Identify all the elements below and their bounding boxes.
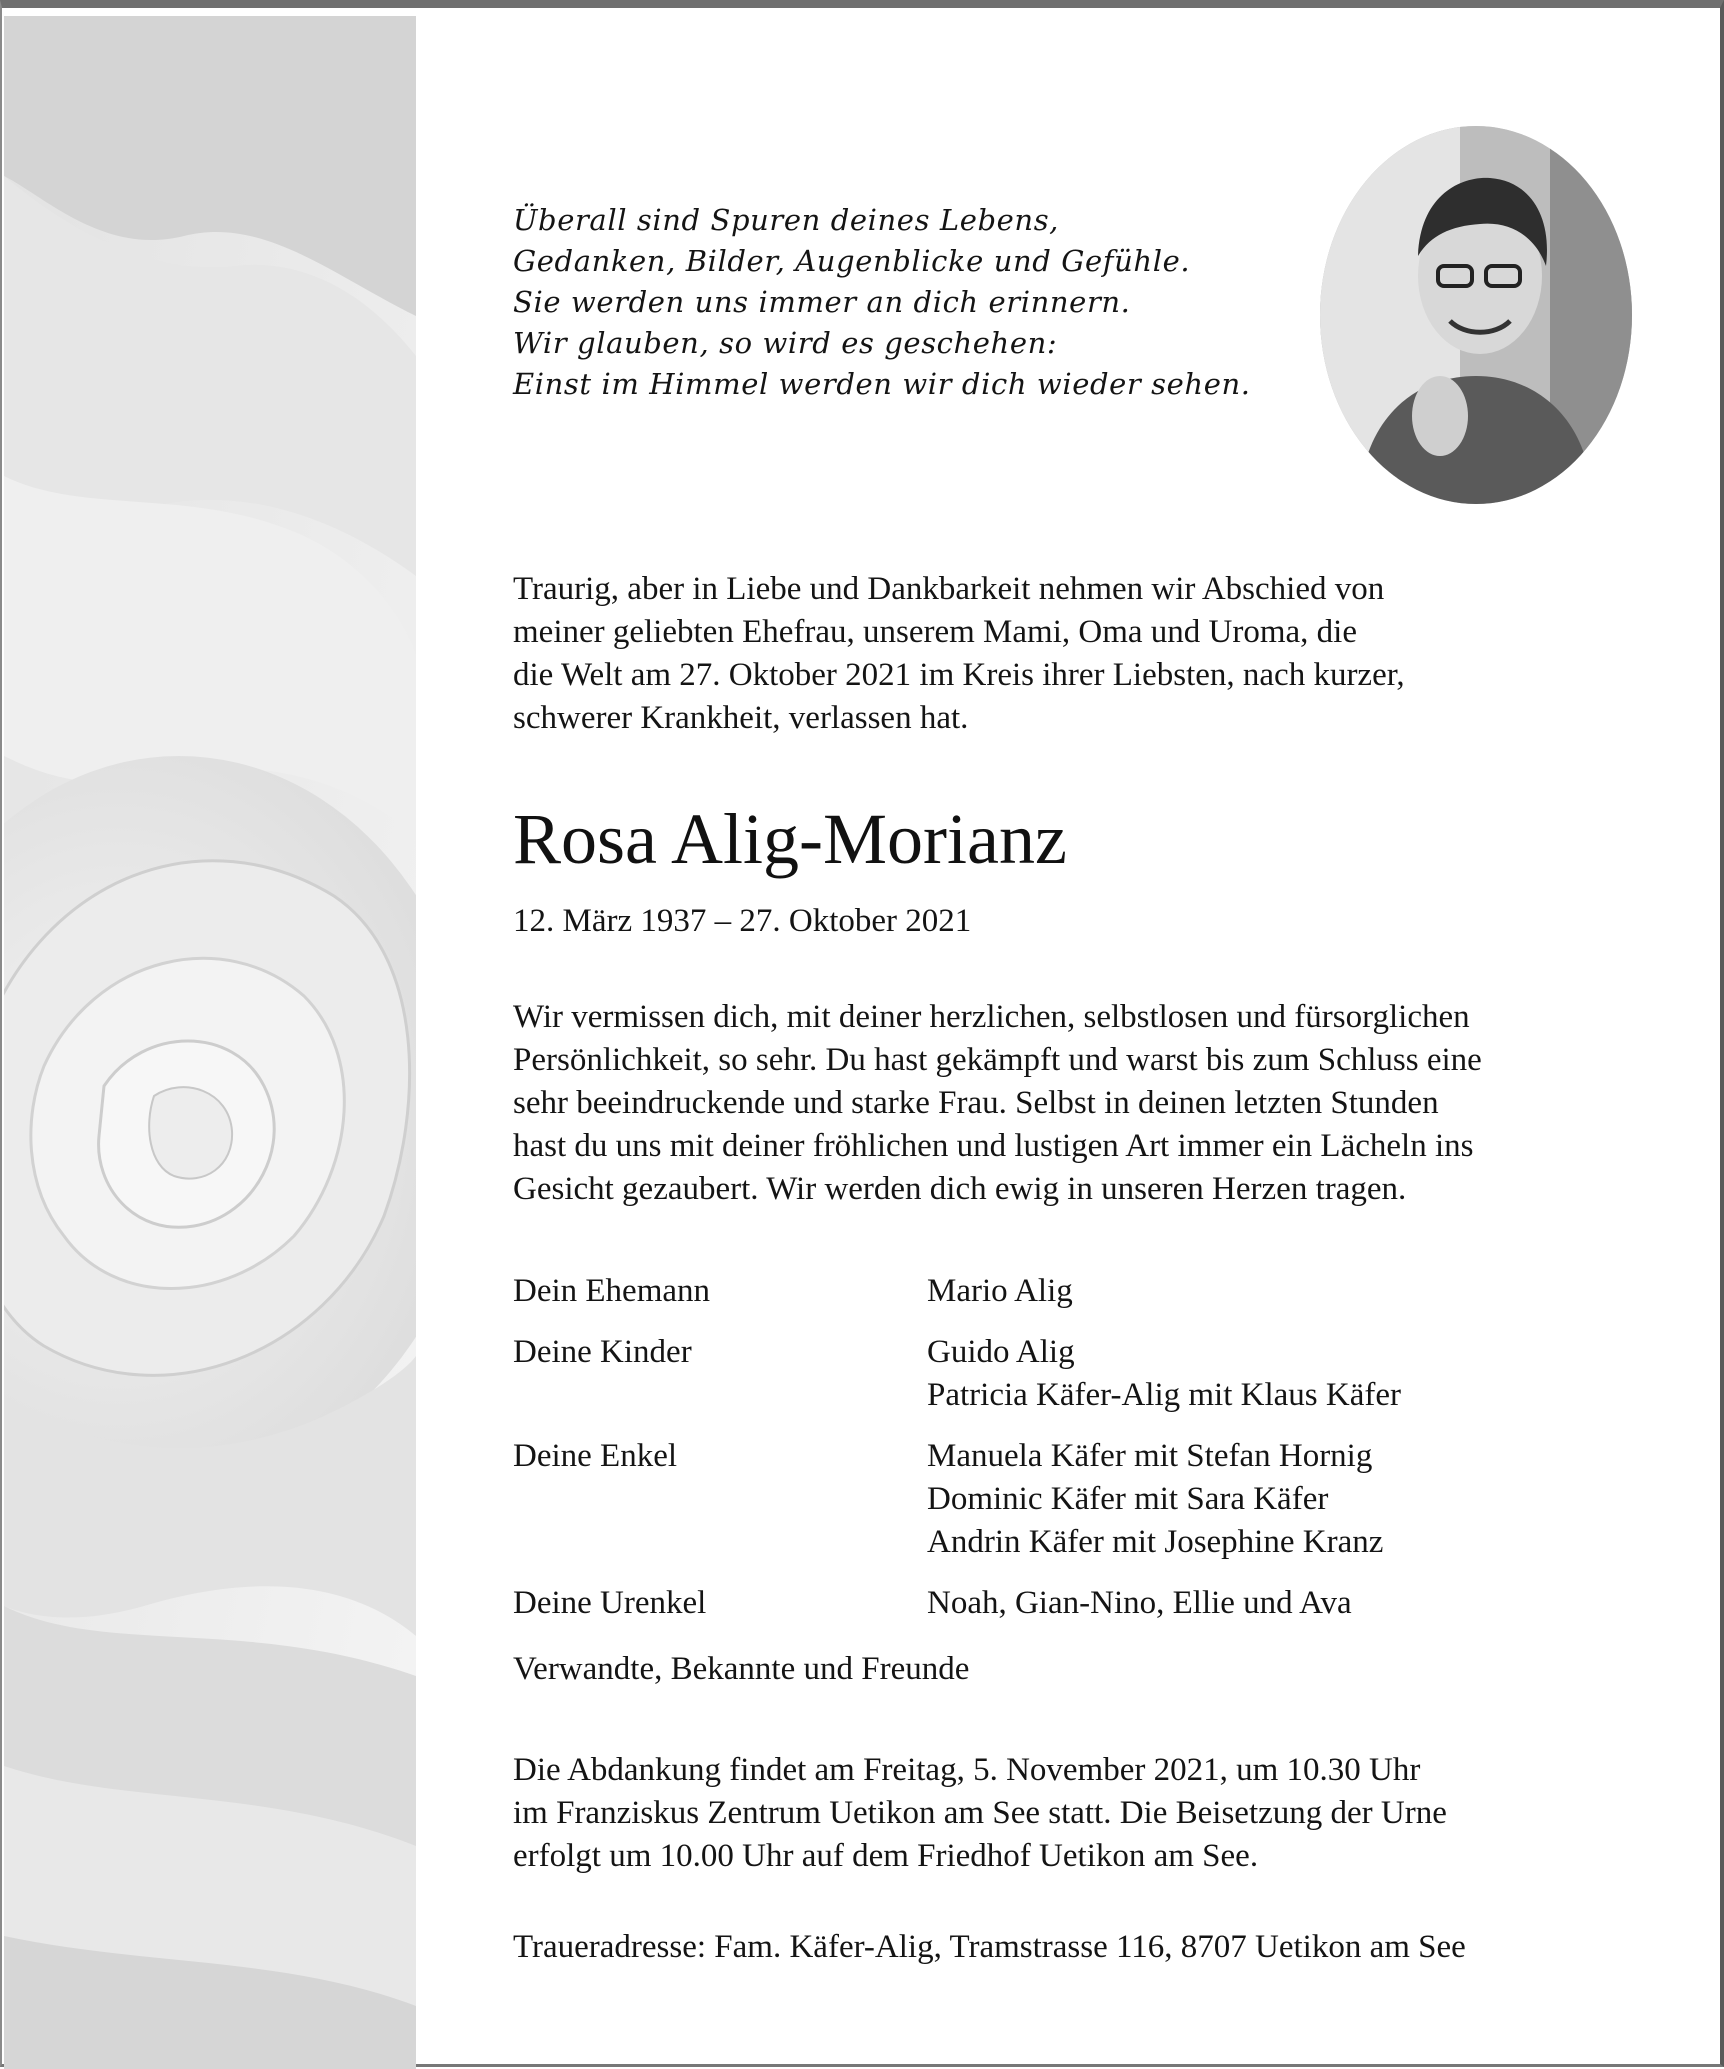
- intro-paragraph: [513, 568, 1673, 740]
- tribute-paragraph: [513, 996, 1673, 1211]
- poem-line: Einst im Himmel werden wir dich wieder sehen.: [513, 367, 1251, 401]
- ceremony-line: erfolgt um 10.00 Uhr auf dem Friedhof Uetikon am See.: [513, 1838, 1259, 1874]
- family-names: [927, 1331, 1401, 1417]
- family-label: Dein Ehemann: [513, 1273, 711, 1309]
- ceremony-paragraph: [513, 1749, 1673, 1878]
- poem-line: Wir glauben, so wird es geschehen:: [513, 326, 1058, 360]
- intro-line: schwerer Krankheit, verlassen hat.: [513, 700, 969, 736]
- poem-line: Überall sind Spuren deines Lebens,: [513, 203, 1059, 237]
- family-group-grandchildren: [513, 1435, 1401, 1564]
- ceremony-line: Die Abdankung findet am Freitag, 5. November 2021, um 10.30 Uhr: [513, 1752, 1421, 1788]
- family-names: [927, 1270, 1073, 1313]
- family-group-husband: [513, 1270, 1401, 1313]
- portrait-photo: [1320, 126, 1632, 504]
- poem-line: Sie werden uns immer an dich erinnern.: [513, 285, 1131, 319]
- mourning-address: Traueradresse: Fam. Käfer-Alig, Tramstrasse 116, 8707 Uetikon am See: [513, 1929, 1466, 1965]
- family-list: [513, 1270, 1401, 1643]
- tribute-line: hast du uns mit deiner fröhlichen und lustigen Art immer ein Lächeln ins: [513, 1128, 1474, 1164]
- family-member: Andrin Käfer mit Josephine Kranz: [927, 1524, 1384, 1560]
- intro-line: Traurig, aber in Liebe und Dankbarkeit nehmen wir Abschied von: [513, 571, 1385, 607]
- family-member: Noah, Gian-Nino, Ellie und Ava: [927, 1585, 1352, 1621]
- ceremony-line: im Franziskus Zentrum Uetikon am See statt. Die Beisetzung der Urne: [513, 1795, 1447, 1831]
- family-member: Mario Alig: [927, 1273, 1073, 1309]
- intro-line: die Welt am 27. Oktober 2021 im Kreis ihrer Liebsten, nach kurzer,: [513, 657, 1405, 693]
- life-dates: 12. März 1937 – 27. Oktober 2021: [513, 903, 972, 939]
- family-names: [927, 1435, 1383, 1564]
- family-member: Patricia Käfer-Alig mit Klaus Käfer: [927, 1377, 1401, 1413]
- tribute-line: Wir vermissen dich, mit deiner herzlichen, selbstlosen und fürsorglichen: [513, 999, 1470, 1035]
- white-rose-image: [4, 16, 416, 2069]
- poem-verse: [513, 200, 1273, 405]
- poem-line: Gedanken, Bilder, Augenblicke und Gefühle.: [513, 244, 1191, 278]
- family-label: Deine Enkel: [513, 1438, 678, 1474]
- family-group-children: [513, 1331, 1401, 1417]
- tribute-line: Persönlichkeit, so sehr. Du hast gekämpft und warst bis zum Schluss eine: [513, 1042, 1482, 1078]
- relatives-line: Verwandte, Bekannte und Freunde: [513, 1651, 970, 1687]
- family-label: Deine Urenkel: [513, 1585, 707, 1621]
- intro-line: meiner geliebten Ehefrau, unserem Mami, Oma und Uroma, die: [513, 614, 1357, 650]
- family-group-great-grandchildren: [513, 1582, 1401, 1625]
- deceased-name: Rosa Alig-Morianz: [513, 799, 1067, 879]
- family-member: Manuela Käfer mit Stefan Hornig: [927, 1438, 1373, 1474]
- tribute-line: Gesicht gezaubert. Wir werden dich ewig in unseren Herzen tragen.: [513, 1171, 1407, 1207]
- family-names: [927, 1582, 1352, 1625]
- family-member: Guido Alig: [927, 1334, 1075, 1370]
- family-label: Deine Kinder: [513, 1334, 692, 1370]
- tribute-line: sehr beeindruckende und starke Frau. Selbst in deinen letzten Stunden: [513, 1085, 1439, 1121]
- family-member: Dominic Käfer mit Sara Käfer: [927, 1481, 1329, 1517]
